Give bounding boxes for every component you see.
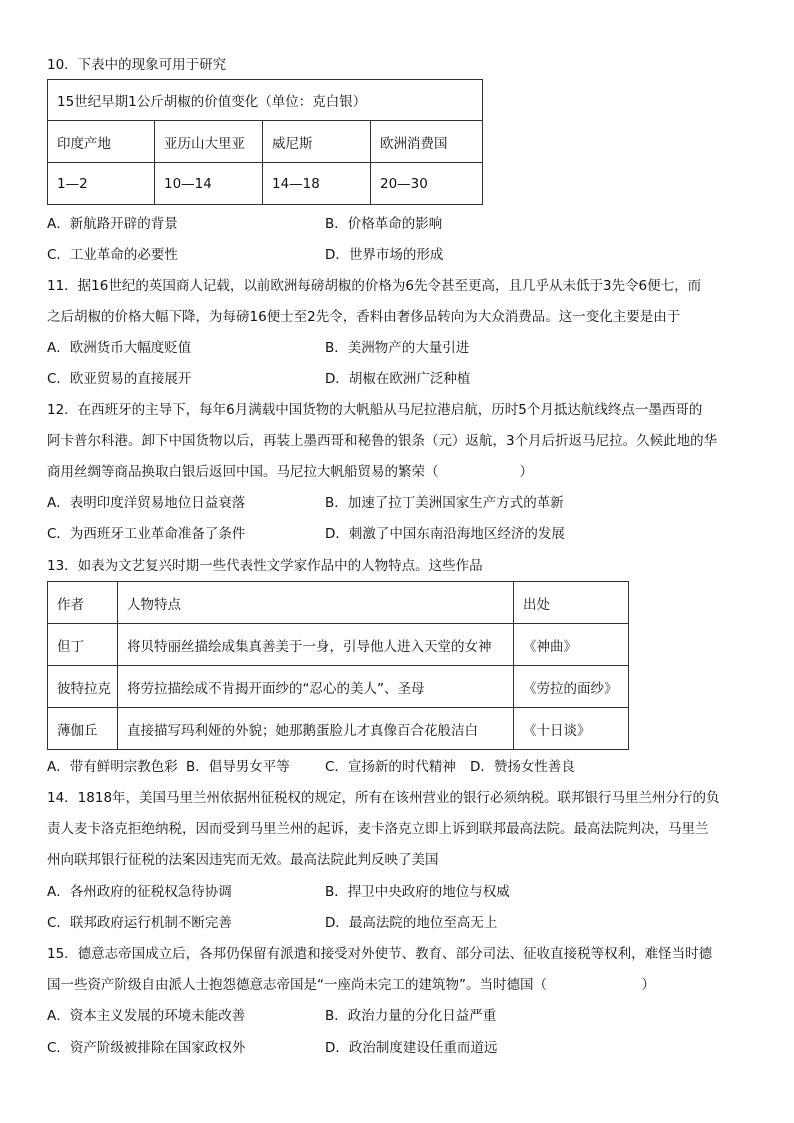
q14-option-c[interactable]: C．联邦政府运行机制不断完善 — [47, 915, 232, 931]
q13-stem: 13．如表为文艺复兴时期一些代表性文学家作品中的人物特点。这些作品 — [47, 558, 483, 574]
q10-stem: 10．下表中的现象可用于研究 — [47, 57, 227, 73]
q11-option-a[interactable]: A．欧洲货币大幅度贬值 — [47, 340, 192, 356]
q10-option-d[interactable]: D．世界市场的形成 — [325, 247, 444, 263]
q14-option-d[interactable]: D．最高法院的地位至高无上 — [325, 915, 498, 931]
q13-option-d[interactable]: D．赞扬女性善良 — [470, 759, 575, 775]
q10-header-cell: 威尼斯 — [263, 121, 371, 163]
q15-stem-line-1: 15．德意志帝国成立后，各邦仍保留有派遣和接受对外使节、教育、部分司法、征收直接税等权利，难怪当时德 — [47, 946, 713, 962]
q14-stem-line-2: 责人麦卡洛克拒绝纳税，因而受到马里兰州的起诉，麦卡洛克立即上诉到联邦最高法院。最高法院判决，马里兰 — [47, 821, 709, 837]
q14-stem-line-3: 州向联邦银行征税的法案因违宪而无效。最高法院此判反映了美国 — [47, 852, 439, 868]
q15-option-c[interactable]: C．资产阶级被排除在国家政权外 — [47, 1040, 246, 1056]
q13-works-table — [47, 581, 629, 750]
q13-cell-source: 《劳拉的面纱》 — [514, 666, 629, 708]
q11-option-d[interactable]: D．胡椒在欧洲广泛种植 — [325, 371, 471, 387]
q10-option-c[interactable]: C．工业革命的必要性 — [47, 247, 178, 263]
q13-option-a[interactable]: A．带有鲜明宗教色彩 — [47, 759, 178, 775]
q10-table-title: 15世纪早期1公斤胡椒的价值变化（单位：克白银） — [48, 80, 483, 121]
q10-header-cell: 印度产地 — [48, 121, 155, 163]
q12-option-d[interactable]: D．刺激了中国东南沿海地区经济的发展 — [325, 526, 565, 542]
q10-header-cell: 亚历山大里亚 — [155, 121, 263, 163]
q13-header-source: 出处 — [514, 582, 629, 624]
q15-option-b[interactable]: B．政治力量的分化日益严重 — [325, 1008, 497, 1024]
q15-option-a[interactable]: A．资本主义发展的环境未能改善 — [47, 1008, 246, 1024]
q13-cell-feature: 将劳拉描绘成不肯揭开面纱的“忍心的美人”、圣母 — [118, 666, 514, 708]
q10-option-a[interactable]: A．新航路开辟的背景 — [47, 216, 178, 232]
q12-option-b[interactable]: B．加速了拉丁美洲国家生产方式的革新 — [325, 495, 564, 511]
q12-option-a[interactable]: A．表明印度洋贸易地位日益衰落 — [47, 495, 246, 511]
q12-stem-line-2: 阿卡普尔科港。卸下中国货物以后，再装上墨西哥和秘鲁的银条（元）返航，3个月后折返马尼拉。久候此地的华 — [47, 433, 718, 449]
q13-cell-source: 《十日谈》 — [514, 708, 629, 750]
q14-option-b[interactable]: B．捍卫中央政府的地位与权威 — [325, 884, 510, 900]
q15-option-d[interactable]: D．政治制度建设任重而道远 — [325, 1040, 498, 1056]
q13-cell-source: 《神曲》 — [514, 624, 629, 666]
q14-stem-line-1: 14．1818年，美国马里兰州依据州征税权的规定，所有在该州营业的银行必须纳税。联邦银行马里兰州分行的负 — [47, 790, 720, 806]
q10-value-cell: 14—18 — [263, 163, 371, 205]
q10-header-cell: 欧洲消费国 — [371, 121, 483, 163]
q12-option-c[interactable]: C．为西班牙工业革命准备了条件 — [47, 526, 246, 542]
q13-cell-author: 彼特拉克 — [48, 666, 118, 708]
q14-option-a[interactable]: A．各州政府的征税权急待协调 — [47, 884, 232, 900]
q13-header-author: 作者 — [48, 582, 118, 624]
q11-stem-line-1: 11．据16世纪的英国商人记载，以前欧洲每磅胡椒的价格为6先令甚至更高，且几乎从未低于3先令6便七，而 — [47, 278, 702, 294]
q10-price-table — [47, 79, 483, 205]
q13-cell-feature: 将贝特丽丝描绘成集真善美于一身，引导他人进入天堂的女神 — [118, 624, 514, 666]
q11-stem-line-2: 之后胡椒的价格大幅下降，为每磅16便士至2先令，香料由奢侈品转向为大众消费品。这一变化主要是由于 — [47, 309, 681, 325]
q11-option-b[interactable]: B．美洲物产的大量引进 — [325, 340, 470, 356]
q12-stem-line-3: 商用丝绸等商品换取白银后返回中国。马尼拉大帆船贸易的繁荣（ ） — [47, 464, 533, 480]
q15-stem-line-2: 国一些资产阶级自由派人士抱怨德意志帝国是“一座尚未完工的建筑物”。当时德国（ ） — [47, 977, 655, 993]
q13-cell-feature: 直接描写玛利娅的外貌；她那鹅蛋脸儿才真像百合花般洁白 — [118, 708, 514, 750]
q10-value-cell: 10—14 — [155, 163, 263, 205]
q10-value-cell: 1—2 — [48, 163, 155, 205]
q13-option-b[interactable]: B．倡导男女平等 — [186, 759, 290, 775]
q13-cell-author: 薄伽丘 — [48, 708, 118, 750]
q10-option-b[interactable]: B．价格革命的影响 — [325, 216, 443, 232]
q13-option-c[interactable]: C．宣扬新的时代精神 — [325, 759, 456, 775]
q13-cell-author: 但丁 — [48, 624, 118, 666]
q10-value-cell: 20—30 — [371, 163, 483, 205]
q11-option-c[interactable]: C．欧亚贸易的直接展开 — [47, 371, 192, 387]
q12-stem-line-1: 12．在西班牙的主导下，每年6月满载中国货物的大帆船从马尼拉港启航，历时5个月抵达航线终点一墨西哥的 — [47, 402, 703, 418]
q13-header-feature: 人物特点 — [118, 582, 514, 624]
